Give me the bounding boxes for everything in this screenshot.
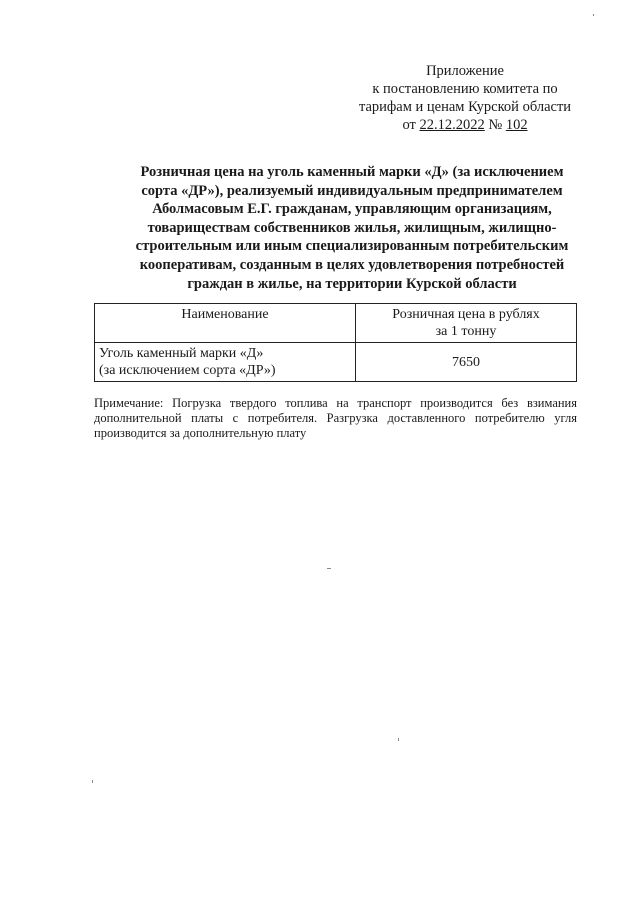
product-name-line: (за исключением сорта «ДР») (99, 363, 276, 378)
appendix-line: тарифам и ценам Курской области (358, 99, 572, 115)
resolution-date: 22.12.2022 (419, 117, 485, 133)
price-table (94, 303, 577, 382)
title-line: товариществам собственников жилья, жилищным, жилищно- (147, 219, 557, 236)
document-title (118, 163, 586, 293)
title-line: граждан в жилье, на территории Курской области (187, 275, 517, 292)
header-name: Наименование (95, 304, 356, 343)
table-header-row (95, 304, 577, 343)
resolution-number: 102 (505, 117, 528, 133)
appendix-block (355, 62, 575, 134)
product-name-line: Уголь каменный марки «Д» (99, 346, 264, 361)
scan-speck (92, 780, 93, 783)
scan-speck (593, 14, 594, 16)
cell-product-name (95, 343, 356, 382)
title-line: строительным или иным специализированным потребительским (135, 238, 569, 255)
cell-price: 7650 (356, 343, 577, 382)
title-line: Аболмасовым Е.Г. гражданам, управляющим организациям, (152, 201, 552, 218)
title-line: сорта «ДР»), реализуемый индивидуальным предпринимателем (141, 182, 563, 199)
title-line: Розничная цена на уголь каменный марки «Д» (за исключением (140, 164, 564, 180)
header-price-line: за 1 тонну (435, 324, 497, 339)
table-row (95, 343, 577, 382)
scan-speck (327, 568, 331, 569)
header-price-line: Розничная цена в рублях (392, 307, 540, 322)
number-sign: № (484, 117, 506, 133)
note-text: Примечание: Погрузка твердого топлива на транспорт производится без взимания дополнительной платы с потребителя. Разгрузка доставленного потребителю угля производится за дополнительную плату (94, 396, 577, 440)
scan-speck (398, 738, 399, 741)
date-prefix: от (402, 117, 420, 133)
appendix-line: к постановлению комитета по (372, 81, 558, 97)
header-price (356, 304, 577, 343)
title-line: кооперативам, созданным в целях удовлетворения потребностей (139, 256, 565, 273)
appendix-heading: Приложение (426, 63, 504, 79)
appendix-date-line (355, 116, 575, 134)
